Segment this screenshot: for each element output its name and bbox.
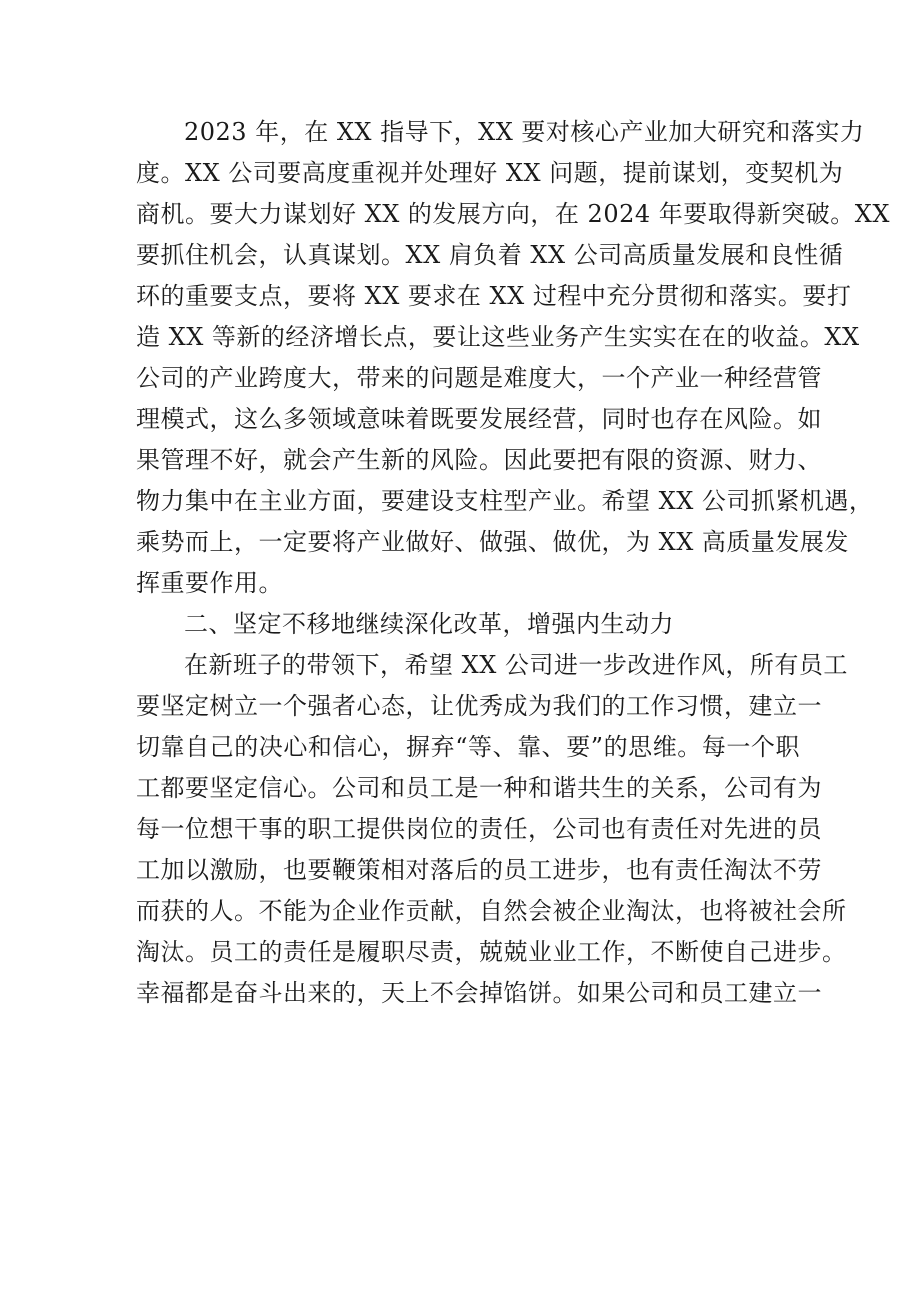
paragraph-1-line: 要抓住机会，认真谋划。XX 肩负着 XX 公司高质量发展和良性循	[136, 241, 844, 269]
paragraph-1-line: 理模式，这么多领域意味着既要发展经营，同时也存在风险。如	[136, 405, 822, 433]
document-body	[136, 112, 890, 1014]
paragraph-2-line: 要坚定树立一个强者心态，让优秀成为我们的工作习惯，建立一	[136, 692, 822, 720]
paragraph-2-line: 每一位想干事的职工提供岗位的责任，公司也有责任对先进的员	[136, 815, 822, 843]
paragraph-1-line: 2023 年，在 XX 指导下，XX 要对核心产业加大研究和落实力	[184, 118, 865, 146]
paragraph-2-line: 在新班子的带领下，希望 XX 公司进一步改进作风，所有员工	[184, 651, 848, 679]
paragraph-2-line: 淘汰。员工的责任是履职尽责，兢兢业业工作，不断使自己进步。	[136, 938, 847, 966]
paragraph-1-line: 度。XX 公司要高度重视并处理好 XX 问题，提前谋划，变契机为	[136, 159, 844, 187]
paragraph-1-line: 商机。要大力谋划好 XX 的发展方向，在 2024 年要取得新突破。XX	[136, 200, 890, 228]
paragraph-2-line: 切靠自己的决心和信心，摒弃“等、靠、要”的思维。每一个职	[136, 733, 800, 761]
paragraph-1-line: 果管理不好，就会产生新的风险。因此要把有限的资源、财力、	[136, 446, 822, 474]
paragraph-1-line: 物力集中在主业方面，要建设支柱型产业。希望 XX 公司抓紧机遇，	[136, 487, 874, 515]
paragraph-2-line: 幸福都是奋斗出来的，天上不会掉馅饼。如果公司和员工建立一	[136, 979, 822, 1007]
paragraph-1-line: 环的重要支点，要将 XX 要求在 XX 过程中充分贯彻和落实。要打	[136, 282, 852, 310]
paragraph-2-line: 而获的人。不能为企业作贡献，自然会被企业淘汰，也将被社会所	[136, 897, 847, 925]
paragraph-1-line: 公司的产业跨度大，带来的问题是难度大，一个产业一种经营管	[136, 364, 822, 392]
paragraph-1-line: 造 XX 等新的经济增长点，要让这些业务产生实实在在的收益。XX	[136, 323, 860, 351]
section-heading: 二、坚定不移地继续深化改革，增强内生动力	[184, 610, 674, 638]
paragraph-1-line: 乘势而上，一定要将产业做好、做强、做优，为 XX 高质量发展发	[136, 528, 849, 556]
paragraph-2-line: 工加以激励，也要鞭策相对落后的员工进步，也有责任淘汰不劳	[136, 856, 822, 884]
paragraph-1-line: 挥重要作用。	[136, 569, 283, 597]
paragraph-2-line: 工都要坚定信心。公司和员工是一种和谐共生的关系，公司有为	[136, 774, 822, 802]
